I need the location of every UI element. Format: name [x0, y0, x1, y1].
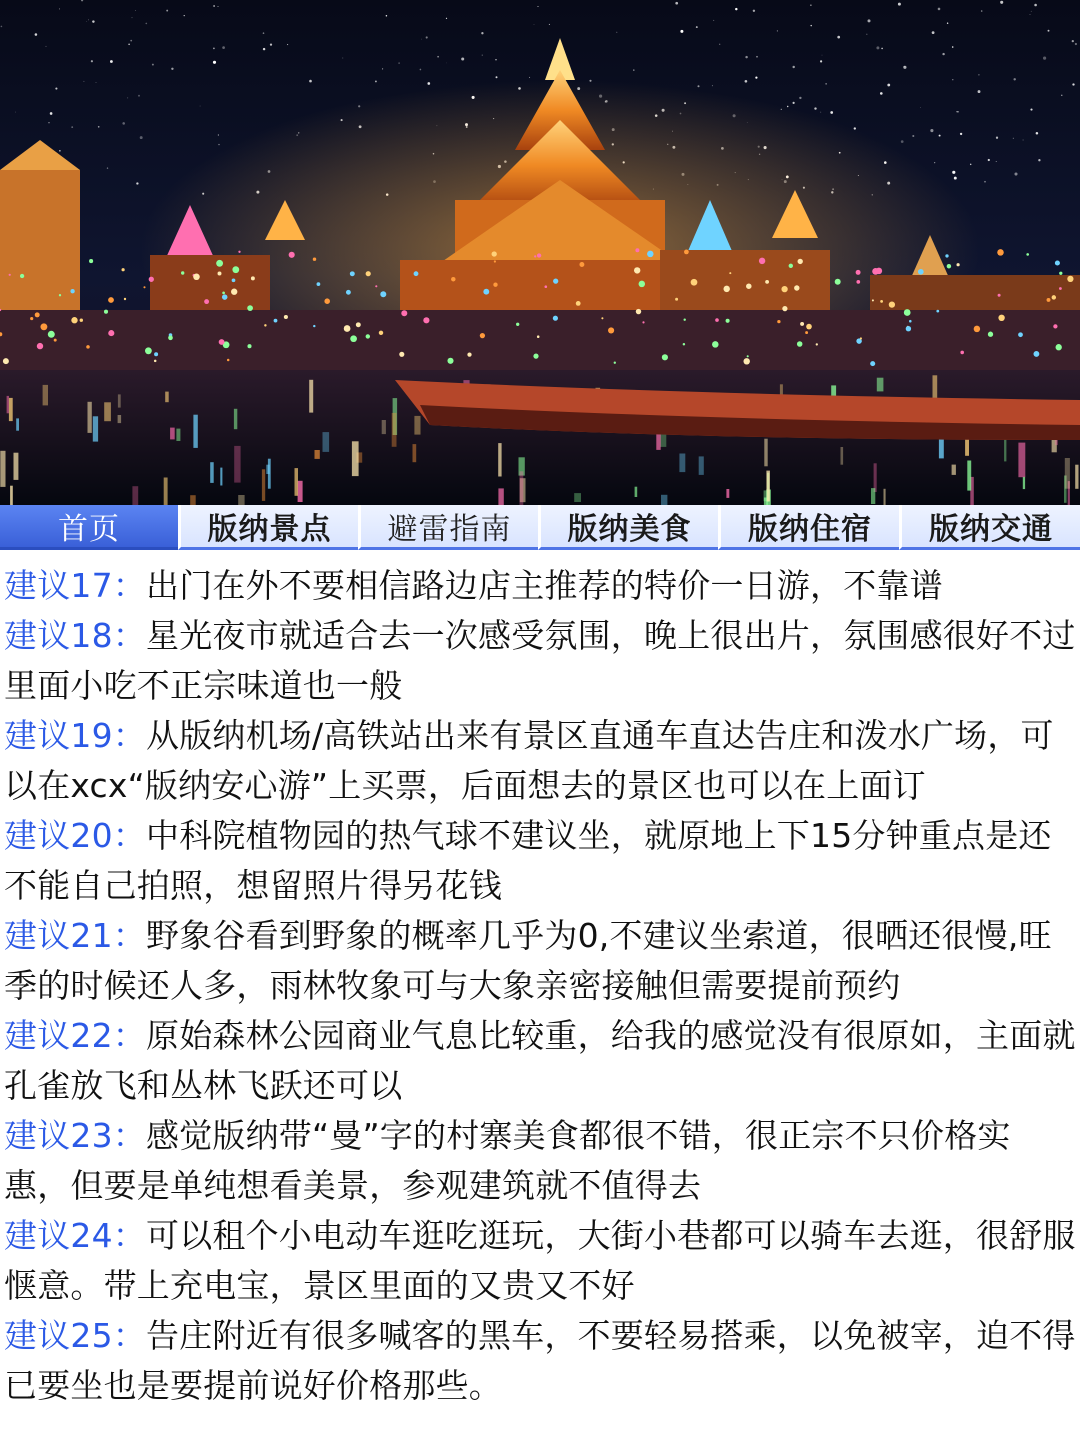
tip-item [4, 1211, 1076, 1311]
tip-item [4, 711, 1076, 811]
tab-transport[interactable]: 版纳交通 [899, 505, 1080, 550]
tip-text: 出门在外不要相信路边店主推荐的特价一日游，不靠谱 [146, 566, 943, 605]
tip-label: 建议21： [4, 916, 146, 955]
tab-pitfall-guide[interactable]: 避雷指南 [358, 505, 538, 550]
tip-label: 建议18： [4, 616, 146, 655]
tip-text: 告庄附近有很多喊客的黑车，不要轻易搭乘，以免被宰，迫不得已要坐也是要提前说好价格那些。 [4, 1316, 1076, 1405]
tip-label: 建议23： [4, 1116, 146, 1155]
tip-item [4, 911, 1076, 1011]
tip-text: 感觉版纳带“曼”字的村寨美食都很不错，很正宗不只价格实惠，但要是单纯想看美景，参观建筑就不值得去 [4, 1116, 1011, 1205]
tips-list [4, 561, 1076, 1411]
tip-label: 建议20： [4, 816, 146, 855]
tab-scenic-spots[interactable]: 版纳景点 [178, 505, 358, 550]
tip-item [4, 611, 1076, 711]
tip-text: 可以租个小电动车逛吃逛玩，大街小巷都可以骑车去逛，很舒服惬意。带上充电宝，景区里面的又贵又不好 [4, 1216, 1076, 1305]
tip-text: 野象谷看到野象的概率几乎为0,不建议坐索道，很晒还很慢,旺季的时候还人多，雨林牧象可与大象亲密接触但需要提前预约 [4, 916, 1052, 1005]
tab-home[interactable]: 首页 [0, 505, 178, 550]
tip-item [4, 1111, 1076, 1211]
tip-item [4, 1011, 1076, 1111]
tip-text: 星光夜市就适合去一次感受氛围，晚上很出片，氛围感很好不过里面小吃不正宗味道也一般 [4, 616, 1076, 705]
tip-item [4, 811, 1076, 911]
tab-food[interactable]: 版纳美食 [538, 505, 718, 550]
tip-text: 中科院植物园的热气球不建议坐，就原地上下15分钟重点是还不能自己拍照，想留照片得另花钱 [4, 816, 1052, 905]
category-tab-bar [0, 505, 1080, 550]
tip-text: 原始森林公园商业气息比较重，给我的感觉没有很原如，主面就孔雀放飞和丛林飞跃还可以 [4, 1016, 1076, 1105]
tip-label: 建议19： [4, 716, 146, 755]
tab-lodging[interactable]: 版纳住宿 [718, 505, 899, 550]
tip-item [4, 1311, 1076, 1411]
tip-label: 建议25： [4, 1316, 146, 1355]
tip-label: 建议24： [4, 1216, 146, 1255]
hero-photo [0, 0, 1080, 505]
tip-text: 从版纳机场/高铁站出来有景区直通车直达告庄和泼水广场，可以在xcx“版纳安心游”上买票，后面想去的景区也可以在上面订 [4, 716, 1054, 805]
night-temple-illustration [0, 0, 1080, 505]
tip-item [4, 561, 1076, 611]
tip-label: 建议17： [4, 566, 146, 605]
tip-label: 建议22： [4, 1016, 146, 1055]
